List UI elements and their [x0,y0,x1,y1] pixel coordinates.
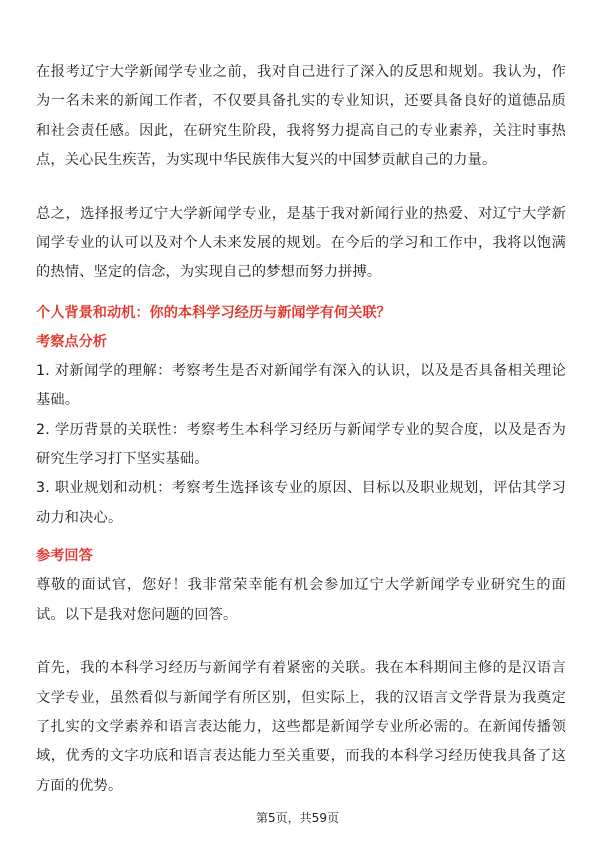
paragraph-gap [36,176,566,200]
document-page [36,58,566,801]
page-number-footer: 第5页，共59页 [256,811,339,825]
question-heading: 个人背景和动机：你的本科学习经历与新闻学有何关联？ [36,304,391,321]
answer-heading: 参考回答 [36,548,93,565]
answer-paragraph: 首先，我的本科学习经历与新闻学有着紧密的关联。我在本科期间主修的是汉语言文学专业，虽然看似与新闻学有所区别，但实际上，我的汉语言文学背景为我奠定了扎实的文学素养和语言表达能力，这些都是新闻学专业所必需的。在新闻传播领域，优秀的文字功底和语言表达能力至关重要，而我的本科学习经历使我具备了这方面的优势。 [36,660,566,794]
analysis-point: 2. 学历背景的关联性：考察考生本科学习经历与新闻学专业的契合度，以及是否为研究生学习打下坚实基础。 [36,421,566,468]
answer-paragraph: 尊敬的面试官，您好！我非常荣幸能有机会参加辽宁大学新闻学专业研究生的面试。以下是我对您问题的回答。 [36,577,566,623]
paragraph-gap [36,630,566,654]
analysis-point: 1. 对新闻学的理解：考察考生是否对新闻学有深入的认识，以及是否具备相关理论基础。 [36,362,566,409]
body-paragraph: 总之，选择报考辽宁大学新闻学专业，是基于我对新闻行业的热爱、对辽宁大学新闻学专业的认可以及对个人未来发展的规划。在今后的学习和工作中，我将以饱满的热情、坚定的信念，为实现自己的梦想而努力拼搏。 [36,205,566,281]
analysis-heading: 考察点分析 [36,333,107,350]
analysis-point: 3. 职业规划和动机：考察考生选择该专业的原因、目标以及职业规划，评估其学习动力和决心。 [36,480,566,526]
body-paragraph: 在报考辽宁大学新闻学专业之前，我对自己进行了深入的反思和规划。我认为，作为一名未来的新闻工作者，不仅要具备扎实的专业知识，还要具备良好的道德品质和社会责任感。因此，在研究生阶段，我将努力提高自己的专业素养，关注时事热点，关心民生疾苦，为实现中华民族伟大复兴的中国梦贡献自己的力量。 [36,64,566,169]
